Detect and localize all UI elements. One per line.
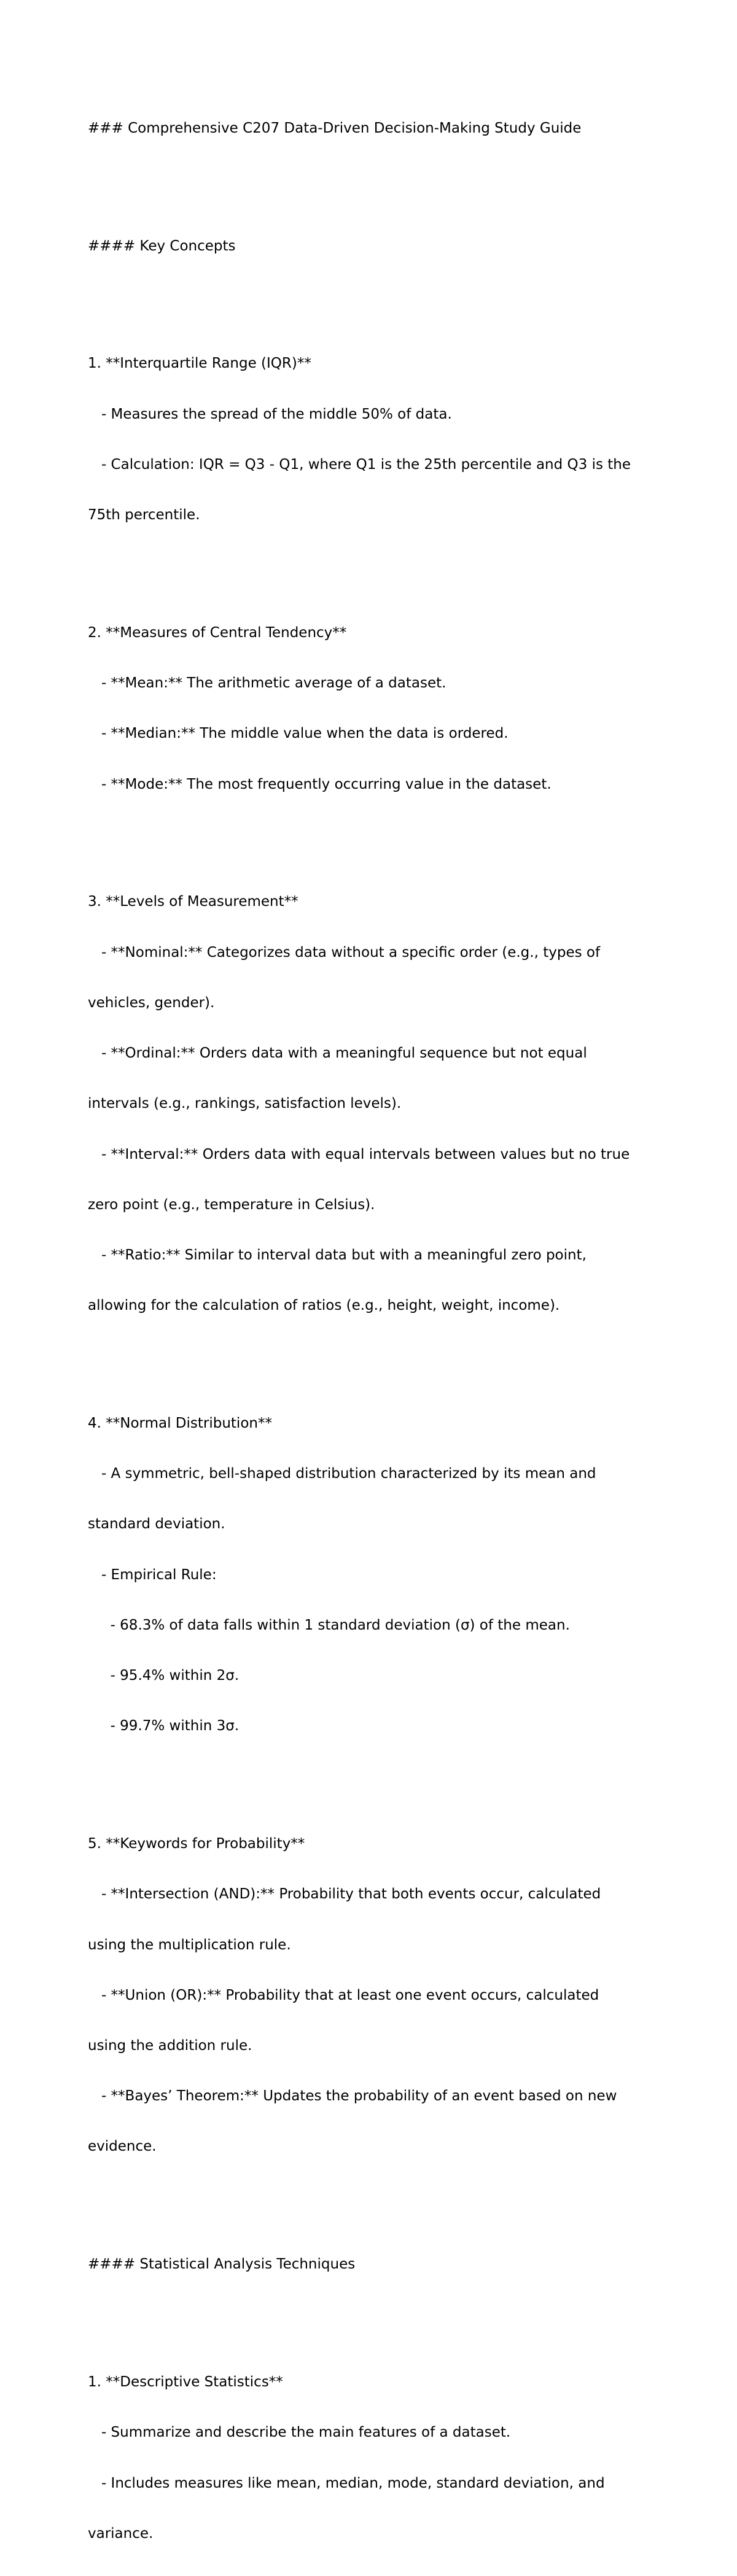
bullet-line: - **Median:** The middle value when the data is ordered. <box>88 725 509 742</box>
bullet-line: - **Nominal:** Categorizes data without a specific order (e.g., types of <box>88 944 601 961</box>
bullet-line: - Empirical Rule: <box>88 1566 217 1583</box>
bullet-line: - **Union (OR):** Probability that at least one event occurs, calculated <box>88 1987 599 2003</box>
bullet-line: - **Interval:** Orders data with equal intervals between values but no true <box>88 1146 630 1162</box>
item-heading-keywords-probability: 5. **Keywords for Probability** <box>88 1836 305 1852</box>
sub-bullet-line: - 95.4% within 2σ. <box>88 1668 240 1684</box>
bullet-continuation: zero point (e.g., temperature in Celsius). <box>88 1196 375 1213</box>
bullet-line: - **Mean:** The arithmetic average of a dataset. <box>88 675 446 692</box>
bullet-continuation: using the addition rule. <box>88 2038 252 2054</box>
bullet-continuation: evidence. <box>88 2138 157 2155</box>
bullet-line: - Includes measures like mean, median, mode, standard deviation, and <box>88 2475 605 2491</box>
bullet-continuation: intervals (e.g., rankings, satisfaction levels). <box>88 1096 402 1112</box>
blank-line <box>88 288 647 305</box>
bullet-continuation: using the multiplication rule. <box>88 1936 291 1953</box>
section-heading-key-concepts: #### Key Concepts <box>88 238 236 254</box>
item-heading-iqr: 1. **Interquartile Range (IQR)** <box>88 355 311 372</box>
blank-line <box>88 2307 647 2324</box>
item-heading-central-tendency: 2. **Measures of Central Tendency** <box>88 624 347 641</box>
blank-line <box>88 1769 647 1785</box>
sub-bullet-line: - 68.3% of data falls within 1 standard deviation (σ) of the mean. <box>88 1617 570 1633</box>
blank-line <box>88 1348 647 1364</box>
bullet-continuation: 75th percentile. <box>88 507 200 524</box>
document-title: ### Comprehensive C207 Data-Driven Decision-Making Study Guide <box>88 120 582 136</box>
section-heading-statistical-techniques: #### Statistical Analysis Techniques <box>88 2256 356 2273</box>
bullet-line: - A symmetric, bell-shaped distribution characterized by its mean and <box>88 1466 596 1482</box>
bullet-line: - **Bayes’ Theorem:** Updates the probability of an event based on new <box>88 2088 617 2105</box>
item-heading-descriptive-statistics: 1. **Descriptive Statistics** <box>88 2374 283 2391</box>
bullet-continuation: allowing for the calculation of ratios (e.g., height, weight, income). <box>88 1298 560 1314</box>
bullet-line: - Calculation: IQR = Q3 - Q1, where Q1 is the 25th percentile and Q3 is the <box>88 456 631 473</box>
sub-bullet-line: - 99.7% within 3σ. <box>88 1718 240 1735</box>
document-body <box>88 87 647 2576</box>
bullet-continuation: variance. <box>88 2525 154 2542</box>
bullet-continuation: vehicles, gender). <box>88 994 215 1011</box>
bullet-continuation: standard deviation. <box>88 1516 225 1533</box>
blank-line <box>88 2189 647 2206</box>
bullet-line: - **Intersection (AND):** Probability that both events occur, calculated <box>88 1886 601 1903</box>
blank-line <box>88 171 647 187</box>
item-heading-normal-distribution: 4. **Normal Distribution** <box>88 1415 272 1432</box>
bullet-line: - **Ratio:** Similar to interval data but with a meaningful zero point, <box>88 1247 587 1263</box>
item-heading-levels-of-measurement: 3. **Levels of Measurement** <box>88 894 298 910</box>
bullet-line: - Measures the spread of the middle 50% of data. <box>88 406 452 422</box>
blank-line <box>88 557 647 574</box>
blank-line <box>88 827 647 843</box>
bullet-line: - **Mode:** The most frequently occurring value in the dataset. <box>88 776 552 792</box>
bullet-line: - **Ordinal:** Orders data with a meaningful sequence but not equal <box>88 1045 587 1062</box>
bullet-line: - Summarize and describe the main features of a dataset. <box>88 2424 511 2441</box>
